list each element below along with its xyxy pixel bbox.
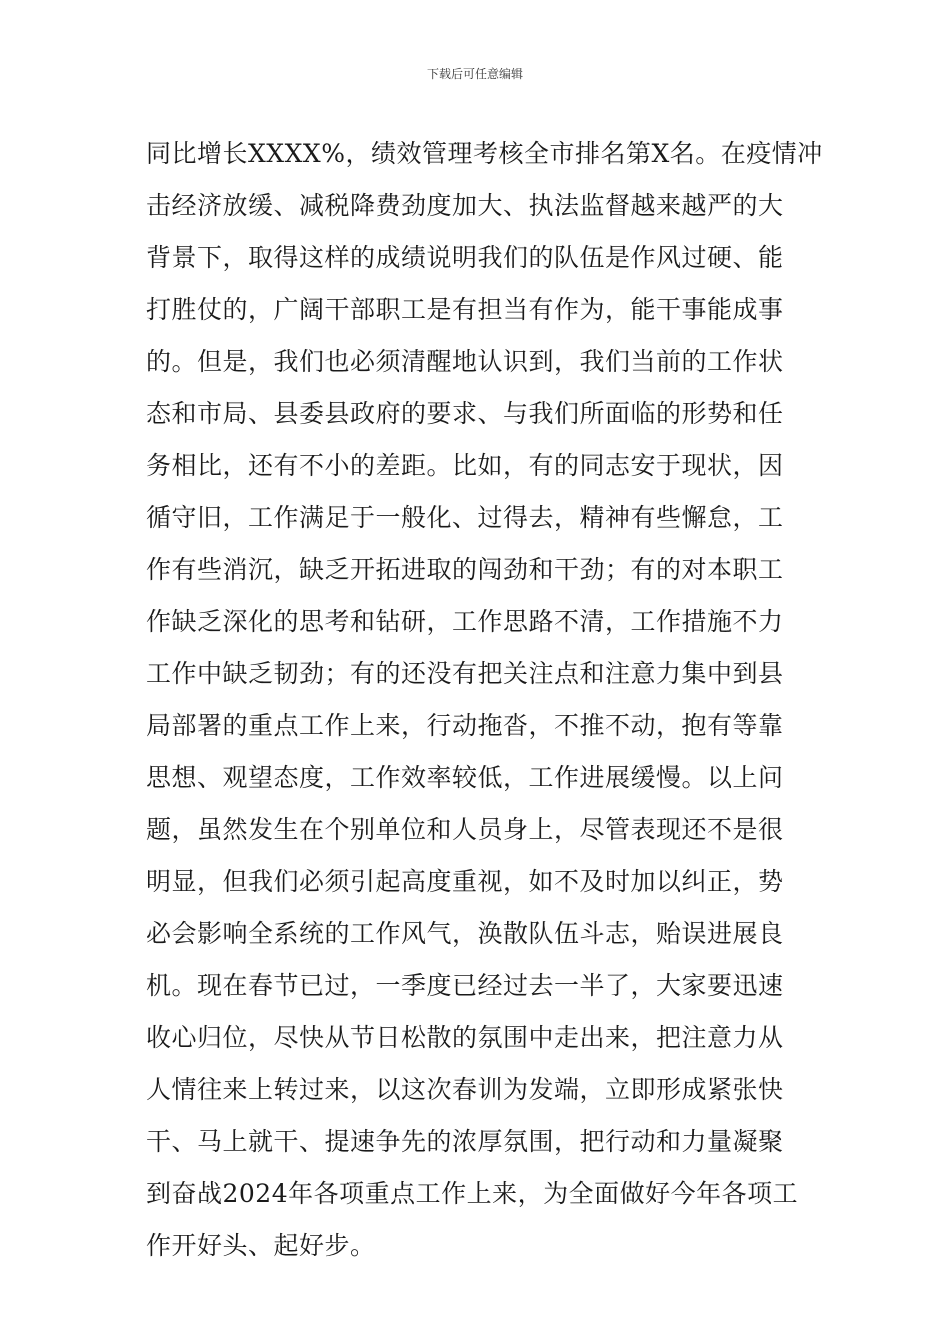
text-line: 到奋战2024年各项重点工作上来，为全面做好今年各项工 <box>146 1179 799 1208</box>
text-line: 局部署的重点工作上来，行动拖沓，不推不动，抱有等靠 <box>146 711 784 740</box>
text-line: 机。现在春节已过，一季度已经过去一半了，大家要迅速 <box>146 971 784 1000</box>
text-line: 态和市局、县委县政府的要求、与我们所面临的形势和任 <box>146 399 784 428</box>
text-line: 干、马上就干、提速争先的浓厚氛围，把行动和力量凝聚 <box>146 1127 784 1156</box>
text-line: 同比增长XXXX%，绩效管理考核全市排名第X名。在疫情冲 <box>146 139 823 168</box>
text-line: 的。但是，我们也必须清醒地认识到，我们当前的工作状 <box>146 347 784 376</box>
text-line: 击经济放缓、减税降费劲度加大、执法监督越来越严的大 <box>146 191 784 220</box>
text-line: 思想、观望态度，工作效率较低，工作进展缓慢。以上问 <box>146 763 784 792</box>
text-line: 务相比，还有不小的差距。比如，有的同志安于现状，因 <box>146 451 784 480</box>
text-line: 作缺乏深化的思考和钻研，工作思路不清，工作措施不力 <box>146 607 784 636</box>
text-line: 背景下，取得这样的成绩说明我们的队伍是作风过硬、能 <box>146 243 784 272</box>
text-line: 作开好头、起好步。 <box>146 1231 376 1260</box>
document-body <box>146 128 823 1272</box>
page-header: 下载后可任意编辑 <box>426 67 523 81</box>
text-line: 打胜仗的，广阔干部职工是有担当有作为，能干事能成事 <box>146 295 784 324</box>
text-line: 明显，但我们必须引起高度重视，如不及时加以纠正，势 <box>146 867 784 896</box>
text-line: 工作中缺乏韧劲；有的还没有把关注点和注意力集中到县 <box>146 659 784 688</box>
text-line: 人情往来上转过来，以这次春训为发端，立即形成紧张快 <box>146 1075 784 1104</box>
text-line: 作有些消沉，缺乏开拓进取的闯劲和干劲；有的对本职工 <box>146 555 784 584</box>
text-line: 收心归位，尽快从节日松散的氛围中走出来，把注意力从 <box>146 1023 784 1052</box>
text-line: 循守旧，工作满足于一般化、过得去，精神有些懈怠，工 <box>146 503 784 532</box>
text-line: 题，虽然发生在个别单位和人员身上，尽管表现还不是很 <box>146 815 784 844</box>
text-line: 必会影响全系统的工作风气，涣散队伍斗志，贻误进展良 <box>146 919 784 948</box>
